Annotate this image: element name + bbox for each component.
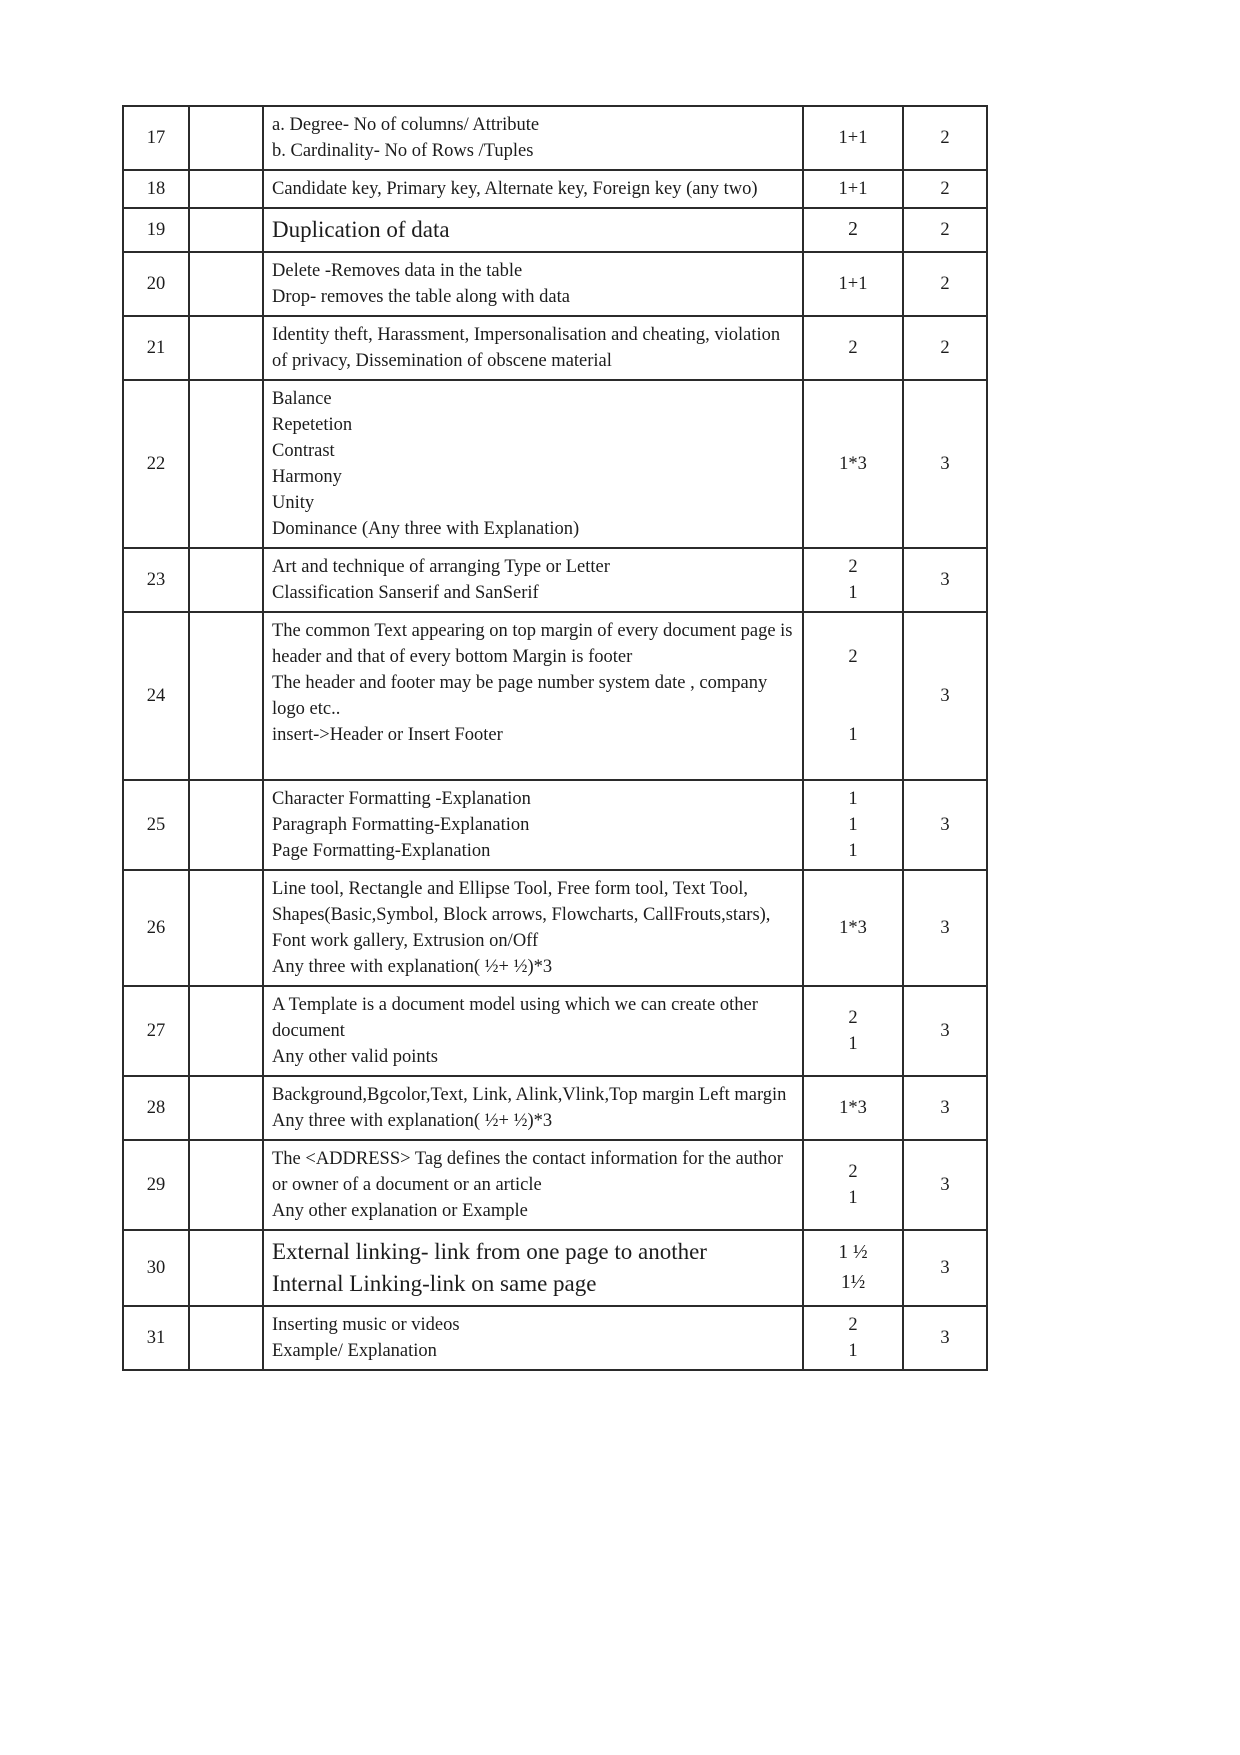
- mark-line: 1+1: [838, 128, 868, 148]
- total-marks-cell: 3: [903, 380, 987, 548]
- mark-line: 1½: [840, 1272, 866, 1293]
- marks-cell: [803, 612, 903, 780]
- answer-cell: [263, 612, 803, 780]
- question-number-cell: 29: [123, 1140, 189, 1230]
- blank-cell: [189, 1306, 263, 1370]
- answer-line: Balance: [272, 389, 332, 409]
- total-marks-cell: 3: [903, 780, 987, 870]
- mark-line: [812, 670, 894, 696]
- mark-line: 2: [848, 1162, 858, 1182]
- mark-line: 1: [848, 725, 858, 745]
- answer-key-table: [122, 105, 988, 1371]
- question-number-cell: 21: [123, 316, 189, 380]
- answer-line: insert->Header or Insert Footer: [272, 725, 503, 745]
- question-number-cell: 30: [123, 1230, 189, 1306]
- blank-cell: [189, 106, 263, 170]
- answer-line: The header and footer may be page number system date , company logo etc..: [272, 673, 768, 719]
- mark-line: 1: [848, 815, 858, 835]
- total-marks-cell: 2: [903, 316, 987, 380]
- marks-cell: [803, 170, 903, 208]
- answer-line: Background,Bgcolor,Text, Link, Alink,Vlink,Top margin Left margin: [272, 1085, 787, 1105]
- blank-cell: [189, 870, 263, 986]
- question-row: [123, 106, 987, 170]
- answer-line: Any other valid points: [272, 1047, 438, 1067]
- question-row: [123, 252, 987, 316]
- question-number-cell: 19: [123, 208, 189, 252]
- answer-cell: [263, 986, 803, 1076]
- question-number-cell: 20: [123, 252, 189, 316]
- blank-cell: [189, 548, 263, 612]
- question-row: [123, 548, 987, 612]
- answer-line: Art and technique of arranging Type or Letter: [272, 557, 610, 577]
- answer-table-body: [123, 106, 987, 1370]
- marks-cell: [803, 1076, 903, 1140]
- marks-cell: [803, 106, 903, 170]
- mark-line: 1+1: [838, 179, 868, 199]
- mark-line: 1: [848, 789, 858, 809]
- mark-line: [812, 696, 894, 722]
- total-marks-cell: 3: [903, 1076, 987, 1140]
- total-marks-cell: 3: [903, 870, 987, 986]
- answer-cell: [263, 208, 803, 252]
- question-row: [123, 170, 987, 208]
- answer-cell: [263, 1306, 803, 1370]
- answer-line: Any other explanation or Example: [272, 1201, 528, 1221]
- answer-cell: [263, 1140, 803, 1230]
- answer-line: Any three with explanation( ½+ ½)*3: [272, 957, 553, 977]
- question-number-cell: 22: [123, 380, 189, 548]
- question-row: [123, 380, 987, 548]
- total-marks-cell: 3: [903, 1230, 987, 1306]
- answer-line: Character Formatting -Explanation: [272, 789, 531, 809]
- marks-cell: [803, 252, 903, 316]
- answer-line: Example/ Explanation: [272, 1341, 437, 1361]
- question-row: [123, 1230, 987, 1306]
- mark-line: 1: [848, 1341, 858, 1361]
- answer-cell: [263, 870, 803, 986]
- question-row: [123, 780, 987, 870]
- answer-line: Any three with explanation( ½+ ½)*3: [272, 1111, 553, 1131]
- blank-cell: [189, 252, 263, 316]
- answer-line: Contrast: [272, 441, 335, 461]
- question-row: [123, 1076, 987, 1140]
- question-row: [123, 1140, 987, 1230]
- total-marks-cell: 3: [903, 1306, 987, 1370]
- total-marks-cell: 3: [903, 1140, 987, 1230]
- marks-cell: [803, 548, 903, 612]
- answer-line: Paragraph Formatting-Explanation: [272, 815, 530, 835]
- mark-line: 2: [848, 647, 858, 667]
- marks-cell: [803, 316, 903, 380]
- mark-line: 1*3: [839, 918, 867, 938]
- blank-cell: [189, 380, 263, 548]
- total-marks-cell: 2: [903, 170, 987, 208]
- question-row: [123, 612, 987, 780]
- mark-line: 2: [848, 338, 858, 358]
- answer-line: Duplication of data: [272, 217, 450, 242]
- mark-line: 1: [848, 1188, 858, 1208]
- mark-line: 1: [848, 583, 858, 603]
- blank-cell: [189, 1140, 263, 1230]
- mark-line: 2: [848, 219, 858, 240]
- mark-line: 1+1: [838, 274, 868, 294]
- answer-line: Unity: [272, 493, 315, 513]
- answer-line: Drop- removes the table along with data: [272, 287, 570, 307]
- blank-cell: [189, 208, 263, 252]
- answer-line: Page Formatting-Explanation: [272, 841, 491, 861]
- mark-line: 1 ½: [838, 1242, 868, 1263]
- marks-cell: [803, 1306, 903, 1370]
- answer-cell: [263, 252, 803, 316]
- question-row: [123, 1306, 987, 1370]
- answer-line: Delete -Removes data in the table: [272, 261, 523, 281]
- question-row: [123, 208, 987, 252]
- total-marks-cell: 3: [903, 986, 987, 1076]
- question-row: [123, 316, 987, 380]
- answer-line: A Template is a document model using which we can create other document: [272, 995, 758, 1041]
- question-number-cell: 17: [123, 106, 189, 170]
- marks-cell: [803, 1140, 903, 1230]
- blank-cell: [189, 1230, 263, 1306]
- blank-cell: [189, 986, 263, 1076]
- mark-line: 2: [848, 557, 858, 577]
- answer-cell: [263, 548, 803, 612]
- blank-cell: [189, 780, 263, 870]
- blank-cell: [189, 316, 263, 380]
- answer-cell: [263, 1076, 803, 1140]
- answer-line: Inserting music or videos: [272, 1315, 460, 1335]
- answer-line: Harmony: [272, 467, 342, 487]
- mark-line: 2: [848, 1315, 858, 1335]
- question-number-cell: 28: [123, 1076, 189, 1140]
- answer-line: b. Cardinality- No of Rows /Tuples: [272, 141, 534, 161]
- question-number-cell: 31: [123, 1306, 189, 1370]
- answer-cell: [263, 170, 803, 208]
- question-number-cell: 25: [123, 780, 189, 870]
- answer-line: Classification Sanserif and SanSerif: [272, 583, 539, 603]
- total-marks-cell: 3: [903, 612, 987, 780]
- blank-cell: [189, 1076, 263, 1140]
- question-number-cell: 27: [123, 986, 189, 1076]
- total-marks-cell: 2: [903, 106, 987, 170]
- mark-line: 1: [848, 841, 858, 861]
- total-marks-cell: 3: [903, 548, 987, 612]
- question-number-cell: 24: [123, 612, 189, 780]
- answer-line: The <ADDRESS> Tag defines the contact information for the author or owner of a document or an article: [272, 1149, 783, 1195]
- answer-line: [272, 748, 794, 774]
- answer-line: Line tool, Rectangle and Ellipse Tool, Free form tool, Text Tool, Shapes(Basic,Symbol, Block arrows, Flowcharts, CallFrouts,stars), Font work gallery, Extrusion on/Off: [272, 879, 771, 951]
- marks-cell: [803, 780, 903, 870]
- total-marks-cell: 2: [903, 208, 987, 252]
- blank-cell: [189, 612, 263, 780]
- mark-line: 2: [848, 1008, 858, 1028]
- blank-cell: [189, 170, 263, 208]
- answer-line: Identity theft, Harassment, Impersonalisation and cheating, violation of privacy, Dissemination of obscene material: [272, 325, 781, 371]
- answer-cell: [263, 380, 803, 548]
- marks-cell: [803, 380, 903, 548]
- answer-cell: [263, 106, 803, 170]
- answer-cell: [263, 1230, 803, 1306]
- mark-line: 1*3: [839, 1098, 867, 1118]
- total-marks-cell: 2: [903, 252, 987, 316]
- question-row: [123, 870, 987, 986]
- question-number-cell: 23: [123, 548, 189, 612]
- marks-cell: [803, 1230, 903, 1306]
- question-number-cell: 18: [123, 170, 189, 208]
- question-number-cell: 26: [123, 870, 189, 986]
- answer-line: Dominance (Any three with Explanation): [272, 519, 580, 539]
- answer-line: External linking- link from one page to another: [272, 1239, 707, 1264]
- marks-cell: [803, 208, 903, 252]
- mark-line: 1: [848, 1034, 858, 1054]
- marks-cell: [803, 870, 903, 986]
- question-row: [123, 986, 987, 1076]
- answer-line: Candidate key, Primary key, Alternate key, Foreign key (any two): [272, 179, 758, 199]
- answer-line: a. Degree- No of columns/ Attribute: [272, 115, 540, 135]
- answer-line: Internal Linking-link on same page: [272, 1271, 597, 1296]
- answer-line: The common Text appearing on top margin of every document page is header and that of every bottom Margin is footer: [272, 621, 793, 667]
- marks-cell: [803, 986, 903, 1076]
- mark-line: 1*3: [839, 454, 867, 474]
- answer-line: Repetetion: [272, 415, 353, 435]
- answer-cell: [263, 316, 803, 380]
- answer-cell: [263, 780, 803, 870]
